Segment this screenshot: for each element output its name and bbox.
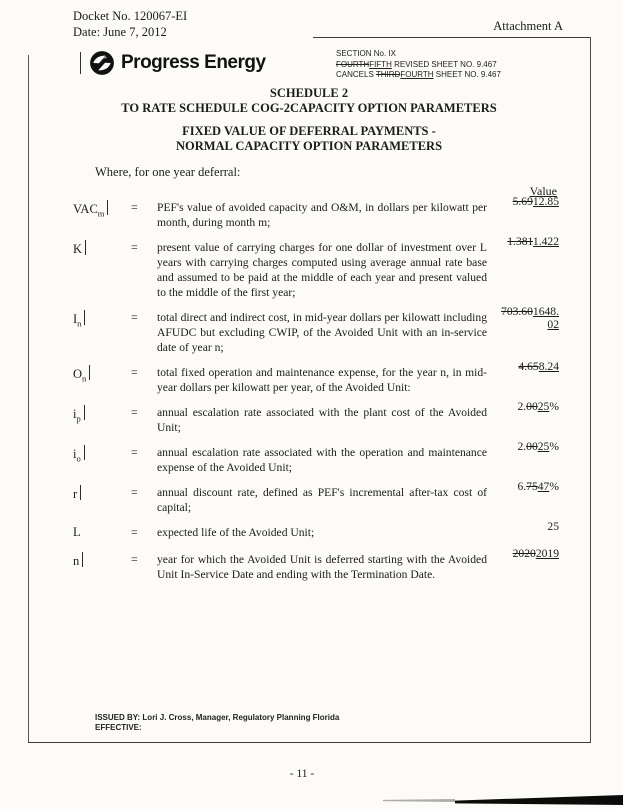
parameter-row <box>73 305 559 355</box>
new-value: 12.85 <box>532 195 559 208</box>
parameter-description: present value of carrying charges for one dollar of investment over L years with carrying charges computed using average annual rate base and assumed to be paid at the middle of each year and present valued to the middle of the first year; <box>157 241 487 299</box>
equals-sign: = <box>131 365 138 379</box>
parameter-row <box>73 360 559 395</box>
cancels-rest: SHEET NO. 9.467 <box>433 70 501 79</box>
old-value: 75 <box>526 480 538 493</box>
parameter-description: annual discount rate, defined as PEF's incremental after-tax cost of capital; <box>157 486 487 514</box>
schedule-subtitle <box>28 124 590 154</box>
revision-bar <box>84 405 85 420</box>
parameter-row <box>73 480 559 515</box>
old-value: 00 <box>526 400 538 413</box>
parameter-value <box>487 480 559 510</box>
intro-line: Where, for one year deferral: <box>95 165 241 179</box>
new-value: 2019 <box>535 546 559 560</box>
schedule-title-line2: TO RATE SCHEDULE COG-2CAPACITY OPTION PARAMETERS <box>121 101 497 115</box>
value-suffix: % <box>549 440 559 453</box>
revised-sheet-line <box>336 60 501 71</box>
issued-by-line: ISSUED BY: Lori J. Cross, Manager, Regulatory Planning Florida <box>95 713 340 722</box>
parameter-symbol: r <box>73 485 131 515</box>
equals-sign: = <box>131 551 138 566</box>
frame-bottom-border <box>28 742 591 743</box>
section-number: SECTION No. IX <box>336 49 397 58</box>
frame-left-border <box>28 55 29 742</box>
new-value: 1.422 <box>532 235 559 248</box>
revision-bar <box>84 310 85 325</box>
revision-bar <box>89 365 90 380</box>
footer-block <box>95 713 339 733</box>
parameter-value <box>487 195 559 225</box>
revised-rest: REVISED SHEET NO. 9.467 <box>391 59 497 69</box>
parameter-symbol: K <box>73 240 131 300</box>
parameter-description: annual escalation rate associated with the plant cost of the Avoided Unit; <box>157 406 487 434</box>
cancels-sheet-line <box>336 70 501 81</box>
pinwheel-icon <box>89 50 115 76</box>
equals-sign: = <box>131 200 138 214</box>
schedule-title <box>28 86 590 116</box>
old-value: 5.69 <box>512 195 533 208</box>
value-prefix: 2. <box>517 400 527 413</box>
frame-top-border <box>313 37 591 38</box>
revision-bar <box>80 52 81 74</box>
parameter-value <box>487 360 559 390</box>
parameter-description: total fixed operation and maintenance expense, for the year n, in mid-year dollars per kilowatt per year, of the Avoided Unit: <box>157 366 487 394</box>
effective-line: EFFECTIVE: <box>95 723 142 732</box>
parameter-symbol: $I_n$ <box>73 310 131 355</box>
schedule-title-line1: SCHEDULE 2 <box>269 86 349 100</box>
brand-name: Progress Energy <box>121 52 266 73</box>
value-prefix: 2. <box>517 440 527 453</box>
parameter-rows <box>73 195 559 592</box>
new-value-wrapped: 02 <box>547 318 559 331</box>
parameter-row <box>73 520 559 542</box>
value-prefix: 6. <box>517 480 527 493</box>
docket-number: Docket No. 120067-EI <box>73 9 188 23</box>
parameter-row <box>73 235 559 300</box>
header-left <box>73 8 187 40</box>
old-value: 4.65 <box>518 360 539 373</box>
parameter-value <box>487 547 559 577</box>
revised-old: FOURTH <box>336 59 370 69</box>
revision-block <box>336 49 501 81</box>
old-value: 1.381 <box>507 235 533 248</box>
value-prefix: 25 <box>547 520 559 533</box>
parameter-row <box>73 195 559 230</box>
parameter-row <box>73 546 559 582</box>
parameter-value <box>487 400 559 430</box>
revision-bar <box>85 240 86 255</box>
new-value: 8.24 <box>538 360 559 373</box>
equals-sign: = <box>131 310 138 324</box>
cancels-old: THIRD <box>375 70 401 79</box>
parameter-symbol: n <box>73 552 131 582</box>
new-value: 25 <box>537 440 550 453</box>
cancels-new: FOURTH <box>400 70 434 79</box>
parameter-value <box>487 305 559 350</box>
parameter-description: year for which the Avoided Unit is deferred starting with the Avoided Unit In-Service Date and ending with the Termination Date. <box>157 552 487 581</box>
value-suffix: % <box>549 400 559 413</box>
parameter-description: expected life of the Avoided Unit; <box>157 526 315 539</box>
old-value: 703.60 <box>501 305 533 318</box>
parameter-description: total direct and indirect cost, in mid-year dollars per kilowatt including AFUDC but excluding CWIP, of the Avoided Unit with an in-service date of year n; <box>157 311 487 354</box>
parameter-row <box>73 400 559 435</box>
old-value: 00 <box>526 440 538 453</box>
parameter-row <box>73 440 559 475</box>
parameter-symbol: $O_n$ <box>73 365 131 395</box>
revised-new: FIFTH <box>369 59 392 69</box>
equals-sign: = <box>131 525 138 539</box>
parameter-value <box>487 440 559 470</box>
revision-bar <box>82 552 83 567</box>
equals-sign: = <box>131 405 138 419</box>
value-column-header: Value <box>529 184 557 198</box>
equals-sign: = <box>131 445 138 459</box>
schedule-subtitle-line1: FIXED VALUE OF DEFERRAL PAYMENTS - <box>182 124 436 138</box>
value-suffix: % <box>549 480 559 493</box>
old-value: 2020 <box>512 546 536 560</box>
parameter-description: PEF's value of avoided capacity and O&M, in dollars per kilowatt per month, during month m; <box>157 201 487 229</box>
scan-artifact-gray <box>383 799 455 802</box>
schedule-subtitle-line2: NORMAL CAPACITY OPTION PARAMETERS <box>175 139 443 153</box>
parameter-description: annual escalation rate associated with the operation and maintenance expense of the Avoided Unit; <box>157 446 487 474</box>
frame-right-border <box>590 37 591 742</box>
page-number: - 11 - <box>289 768 315 780</box>
new-value: 1648. <box>532 305 559 318</box>
new-value: 47 <box>537 480 550 493</box>
parameter-symbol: $i_o$ <box>73 445 131 475</box>
parameter-value <box>487 235 559 295</box>
revision-bar <box>107 200 108 215</box>
parameter-symbol: $i_p$ <box>73 405 131 435</box>
parameter-value <box>487 520 559 537</box>
document-date: Date: June 7, 2012 <box>73 25 167 39</box>
parameter-symbol: L <box>73 525 81 539</box>
attachment-label: Attachment A <box>493 19 563 33</box>
new-value: 25 <box>537 400 550 413</box>
cancels-prefix: CANCELS <box>336 70 376 79</box>
equals-sign: = <box>131 485 138 499</box>
equals-sign: = <box>131 240 138 254</box>
revision-bar <box>80 485 81 500</box>
parameter-symbol: $VAC_m$ <box>73 200 131 230</box>
scan-artifact-black <box>455 794 623 806</box>
company-logo <box>80 50 266 76</box>
revision-bar <box>84 445 85 460</box>
